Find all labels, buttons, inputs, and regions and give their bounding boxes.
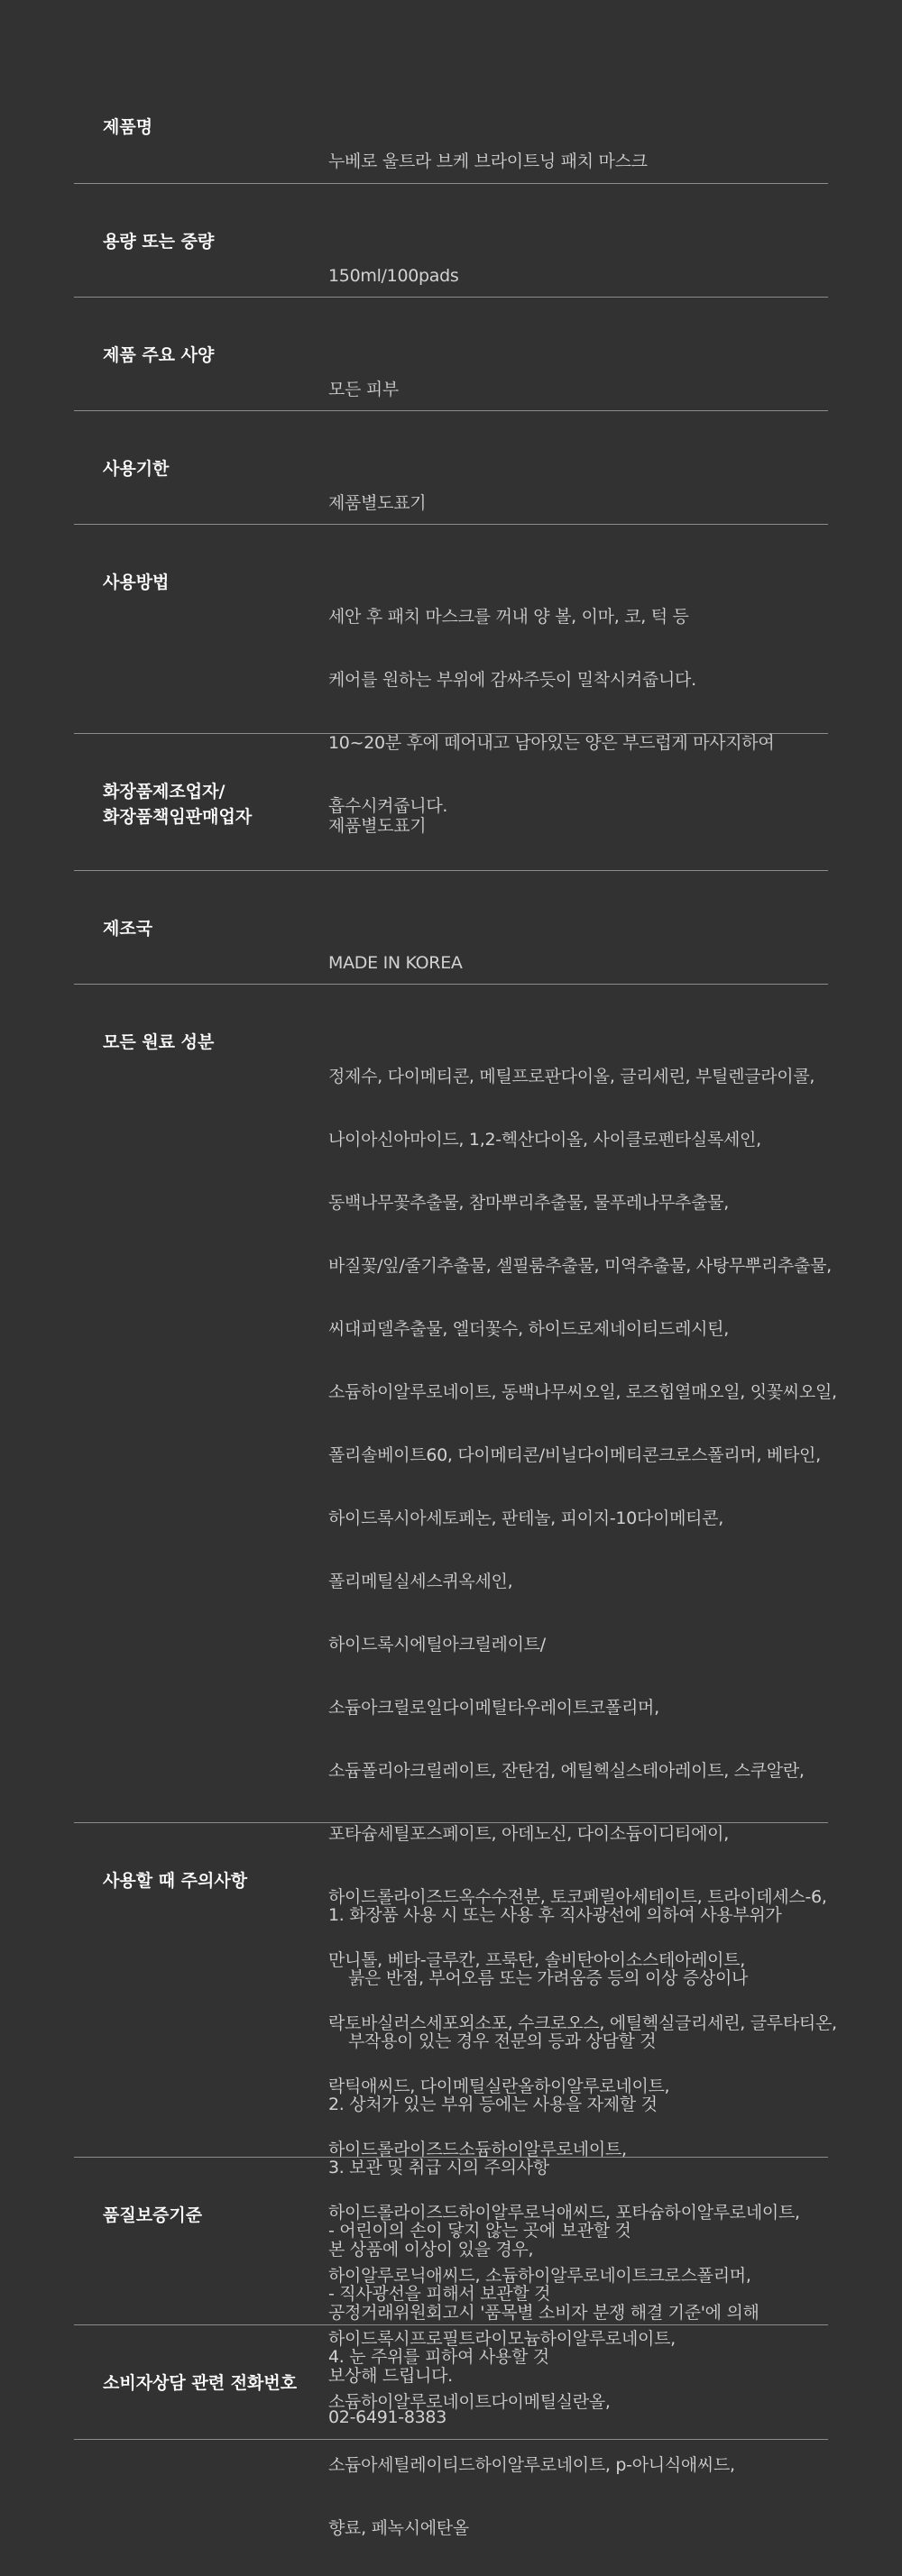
value-line: 보상해 드립니다. <box>328 2366 453 2386</box>
value-line: 제품별도표기 <box>328 493 427 513</box>
value-line: - 직사광선을 피해서 보관할 것 <box>328 2284 551 2304</box>
value-line: 세안 후 패치 마스크를 꺼내 양 볼, 이마, 코, 턱 등 <box>328 607 689 627</box>
value-line: 모든 피부 <box>328 380 399 399</box>
value-line: 락틱애씨드, 다이메틸실란올하이알루로네이트, <box>328 2076 670 2096</box>
value-line: 4. 눈 주위를 피하여 사용할 것 <box>328 2347 549 2367</box>
value-line: 바질꽃/잎/줄기추출물, 셀필룸추출물, 미역추출물, 사탕무뿌리추출물, <box>328 1256 832 1276</box>
value-line: 하이드롤라이즈드소듐하이알루로네이트, <box>328 2140 627 2159</box>
value-line: 향료, 페녹시에탄올 <box>328 2518 469 2538</box>
row-label: 제조국 <box>103 919 153 939</box>
value-line: 제품별도표기 <box>328 816 427 836</box>
value-line: 누베로 울트라 브케 브라이트닝 패치 마스크 <box>328 151 648 171</box>
value-line: 3. 보관 및 취급 시의 주의사항 <box>328 2158 549 2177</box>
phone-number: 02-6491-8383 <box>328 2407 446 2427</box>
row-value <box>328 779 828 874</box>
value-line: 붉은 반점, 부어오름 또는 가려움증 등의 이상 증상이나 <box>348 1968 749 1988</box>
value-line: 나이아신아마이드, 1,2-헥산다이올, 사이클로펜타실록세인, <box>328 1130 761 1150</box>
value-line: 1. 화장품 사용 시 또는 사용 후 직사광선에 의하여 사용부위가 <box>328 1905 782 1925</box>
value-line: 하이드롤라이즈드하이알루로닉애씨드, 포타슘하이알루로네이트, <box>328 2203 800 2223</box>
row-label: 품질보증기준 <box>103 2205 203 2225</box>
row-label: 제품명 <box>103 117 153 137</box>
row-label: 화장품제조업자/ 화장품책임판매업자 <box>103 782 253 827</box>
value-line: 포타슘세틸포스페이트, 아데노신, 다이소듐이디티에이, <box>328 1824 729 1844</box>
value-line: 소듐하이알루로네이트, 동백나무씨오일, 로즈힙열매오일, 잇꽃씨오일, <box>328 1382 837 1402</box>
value-line: 소듐아세틸레이티드하이알루로네이트, p-아니식애씨드, <box>328 2455 735 2475</box>
value-line: 씨대피델추출물, 엘더꽃수, 하이드로제네이티드레시틴, <box>328 1319 729 1339</box>
info-row-expiry <box>74 411 828 525</box>
info-row-volume <box>74 184 828 298</box>
info-row-country <box>74 871 828 985</box>
product-info-table <box>74 69 837 2538</box>
value-line: 동백나무꽃추출물, 참마뿌리추출물, 물푸레나무추출물, <box>328 1193 729 1213</box>
info-row-main-spec <box>74 298 828 411</box>
value-line: 락토바실러스세포외소포, 수크로오스, 에틸헥실글리세린, 글루타티온, <box>328 2013 837 2033</box>
row-label: 소비자상담 관련 전화번호 <box>103 2373 298 2393</box>
value-line: 하이알루로닉애씨드, 소듐하이알루로네이트크로스폴리머, <box>328 2266 751 2286</box>
value-line: 본 상품에 이상이 있을 경우, <box>328 2240 534 2260</box>
value-line: 만니톨, 베타-글루칸, 프룩탄, 솔비탄아이소스테아레이트, <box>328 1950 745 1970</box>
value-line: 정제수, 다이메티콘, 메틸프로판다이올, 글리세린, 부틸렌글라이콜, <box>328 1067 815 1086</box>
value-line: 하이드록시에틸아크릴레이트/ <box>328 1635 546 1655</box>
value-line: 공정거래위원회고시 '품목별 소비자 분쟁 해결 기준'에 의해 <box>328 2303 759 2323</box>
value-line: 케어를 원하는 부위에 감싸주듯이 밀착시켜줍니다. <box>328 670 696 690</box>
info-row-product-name <box>74 69 828 184</box>
value-line: - 어린이의 손이 닿지 않는 곳에 보관할 것 <box>328 2221 631 2241</box>
value-line: 소듐하이알루로네이트다이메틸실란올, <box>328 2392 611 2412</box>
row-label: 사용할 때 주의사항 <box>103 1871 248 1891</box>
value-line: 부작용이 있는 경우 전문의 등과 상담할 것 <box>348 2031 657 2051</box>
value-line: 폴리메틸실세스퀴옥세인, <box>328 1572 513 1591</box>
row-label: 모든 원료 성분 <box>103 1032 215 1052</box>
value-line: 2. 상처가 있는 부위 등에는 사용을 자제할 것 <box>328 2095 658 2114</box>
value-line: 흡수시켜줍니다. <box>328 796 448 816</box>
row-label: 사용방법 <box>103 573 170 592</box>
value-line: MADE IN KOREA <box>328 953 463 973</box>
value-line: 폴리솔베이트60, 다이메티콘/비닐다이메티콘크로스폴리머, 베타인, <box>328 1445 821 1465</box>
value-line: 소듐폴리아크릴레이트, 잔탄검, 에틸헥실스테아레이트, 스쿠알란, <box>328 1761 805 1781</box>
info-row-manufacturer <box>74 734 828 871</box>
value-line: 소듐아크릴로일다이메틸타우레이트코폴리머, <box>328 1698 659 1718</box>
row-label: 제품 주요 사양 <box>103 345 215 365</box>
value-line: 10~20분 후에 떼어내고 남아있는 양은 부드럽게 마사지하여 <box>328 733 775 753</box>
value-line: 하이드롤라이즈드옥수수전분, 토코페릴아세테이트, 트라이데세스-6, <box>328 1887 827 1907</box>
info-row-customer-phone <box>74 2325 828 2440</box>
value-line: 150ml/100pads <box>328 266 459 286</box>
row-label: 용량 또는 중량 <box>103 232 215 252</box>
row-label: 사용기한 <box>103 459 170 479</box>
row-value <box>328 2370 828 2465</box>
value-line: 하이드록시프로필트라이모늄하이알루로네이트, <box>328 2329 676 2349</box>
value-line: 하이드록시아세토페논, 판테놀, 피이지-10다이메티콘, <box>328 1508 723 1528</box>
